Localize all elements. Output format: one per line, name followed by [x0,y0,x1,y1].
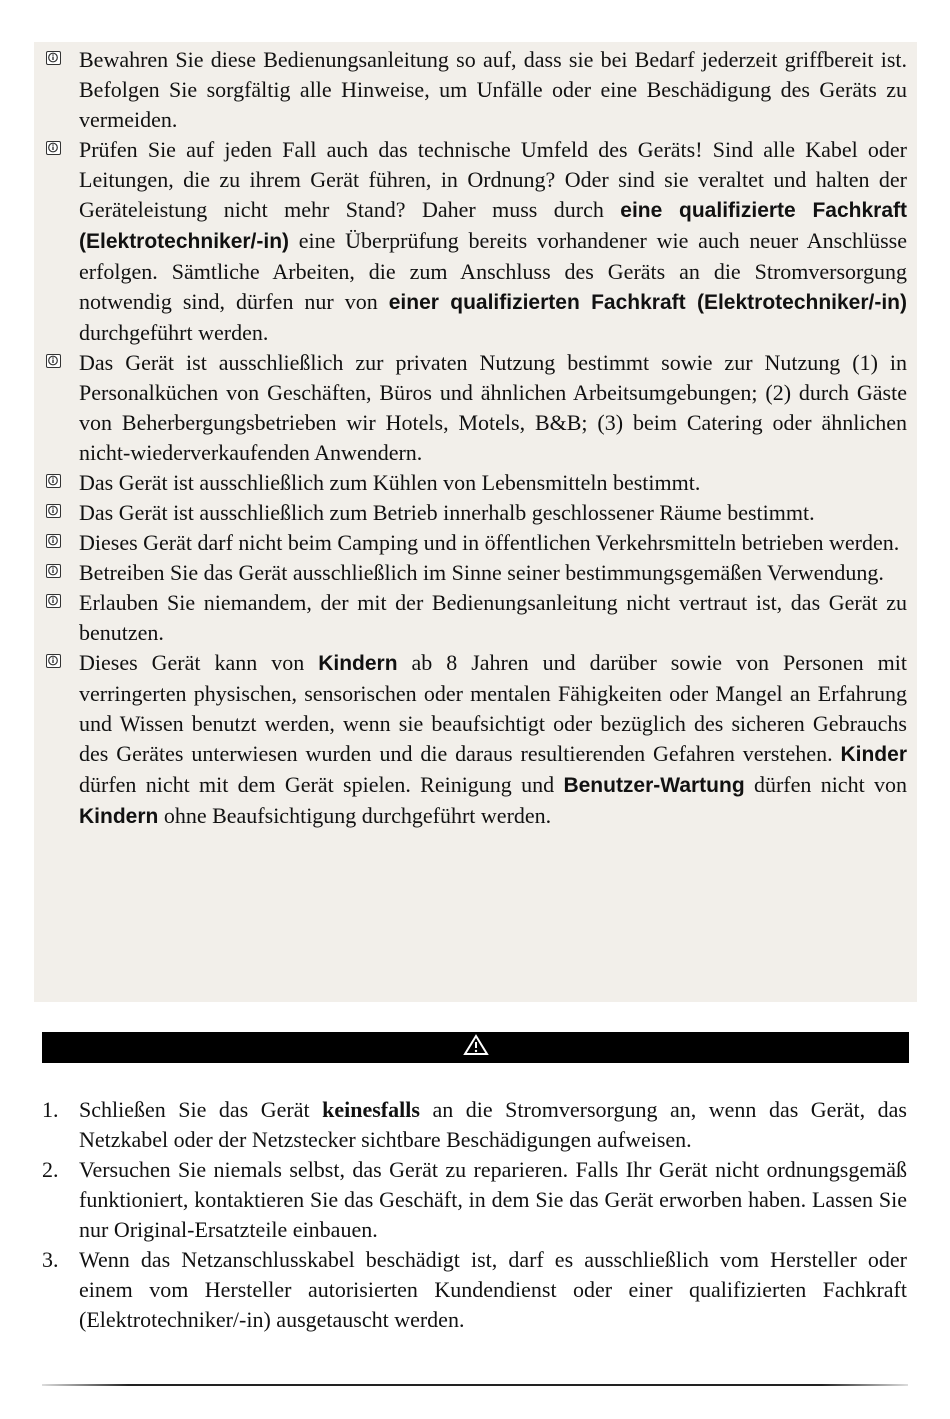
text-run: Prüfen Sie auf jeden Fall auch das technische Umfeld des Geräts! Sind alle Kabel oder Leitungen, die zu ihrem Gerät führen, in Ordnung? Oder sind sie veraltet und halten der Geräteleistung nicht mehr Stand? Daher muss durch [79,137,907,222]
text-run: an die Stromversorgung an, wenn das Gerät, das Netzkabel oder der Netzstecker sichtbare Beschädigungen aufweisen. [79,1097,907,1152]
info-icon [46,654,61,668]
info-note-item [34,348,917,468]
item-number: 2. [42,1157,59,1182]
info-note-item [34,135,917,348]
info-note-item [34,558,917,588]
text-run: Wenn das Netzanschlusskabel beschädigt ist, darf es ausschließlich vom Hersteller oder einem vom Hersteller autorisierten Kundendienst oder einer qualifizierten Fachkraft (Elektrotechniker/-in) ausgetauscht werden. [79,1247,907,1332]
bold-text: keinesfalls [322,1097,420,1122]
info-icon [46,354,61,368]
info-note-item [34,588,917,648]
text-run: Erlauben Sie niemandem, der mit der Bedienungsanleitung nicht vertraut ist, das Gerät zu benutzen. [79,590,907,645]
text-run: Schließen Sie das Gerät [79,1097,323,1122]
text-run: ab 8 Jahren und darüber sowie von Personen mit verringerten physischen, sensorischen oder mentalen Fähigkeiten oder Mangel an Erfahrung und Wissen benutzt werden, wenn sie beaufsichtigt oder bezüglich des sicheren Gebrauchs des Gerätes unterwiesen wurden und die daraus resultierenden Gefahren verstehen. [79,650,907,766]
info-icon [46,594,61,608]
text-run: Das Gerät ist ausschließlich zum Betrieb innerhalb geschlossener Räume bestimmt. [79,500,815,525]
numbered-item [42,1245,907,1335]
warning-banner [42,1032,909,1063]
text-run: dürfen nicht mit dem Gerät spielen. Reinigung und [79,772,564,797]
bold-text: eine qualifizierte Fachkraft (Elektrotechniker/-in) [79,199,907,253]
info-icon [46,51,61,65]
info-icon [46,534,61,548]
info-icon [46,474,61,488]
info-icon [46,141,61,155]
text-run: Betreiben Sie das Gerät ausschließlich im Sinne seiner bestimmungsgemäßen Verwendung. [79,560,884,585]
text-run: ohne Beaufsichtigung durchgeführt werden. [158,803,552,828]
numbered-item [42,1095,907,1155]
text-run: Dieses Gerät kann von [79,650,319,675]
info-note-item [34,45,917,135]
info-notes-list [34,42,917,832]
bold-text: Benutzer-Wartung [563,774,745,797]
item-number: 1. [42,1097,59,1122]
info-icon [46,504,61,518]
text-run: Das Gerät ist ausschließlich zur privaten Nutzung bestimmt sowie zur Nutzung (1) in Personalküchen von Geschäften, Büros und ähnlichen Arbeitsumgebungen; (2) durch Gäste von Beherbergungsbetrieben wir Hotels, Motels, B&B; (3) beim Catering oder ähnlichen nicht-wiederverkaufenden Anwendern. [79,350,907,465]
text-run: Bewahren Sie diese Bedienungsanleitung so auf, dass sie bei Bedarf jederzeit griffbereit ist. Befolgen Sie sorgfältig alle Hinweise, um Unfälle oder eine Beschädigung des Geräts zu vermeiden. [79,47,907,132]
info-note-item [34,468,917,498]
text-run: durchgeführt werden. [79,320,269,345]
info-note-item [34,528,917,558]
text-run: dürfen nicht von [744,772,907,797]
text-run: Versuchen Sie niemals selbst, das Gerät zu reparieren. Falls Ihr Gerät nicht ordnungsgemäß funktioniert, kontaktieren Sie das Geschäft, in dem Sie das Gerät erworben haben. Lassen Sie nur Original-Ersatzteile einbauen. [79,1157,907,1242]
warning-triangle-icon [463,1034,489,1061]
numbered-item [42,1155,907,1245]
bold-text: einer qualifizierten Fachkraft (Elektrotechniker/-in) [388,291,907,314]
info-note-item [34,648,917,832]
bold-text: Kindern [318,652,398,675]
safety-numbered-list [42,1095,907,1335]
info-notes-box [34,42,917,1002]
text-run: eine Überprüfung bereits vorhandener wie auch neuer Anschlüsse erfolgen. Sämtliche Arbeiten, die zum Anschluss des Geräts an die Stromversorgung notwendig sind, dürfen nur von [79,228,907,314]
item-number: 3. [42,1247,59,1272]
text-run: Das Gerät ist ausschließlich zum Kühlen von Lebensmitteln bestimmt. [79,470,701,495]
footer-divider [42,1384,908,1386]
bold-text: Kindern [79,805,159,828]
text-run: Dieses Gerät darf nicht beim Camping und in öffentlichen Verkehrsmitteln betrieben werden. [79,530,900,555]
info-icon [46,564,61,578]
info-note-item [34,498,917,528]
bold-text: Kinder [840,743,907,766]
